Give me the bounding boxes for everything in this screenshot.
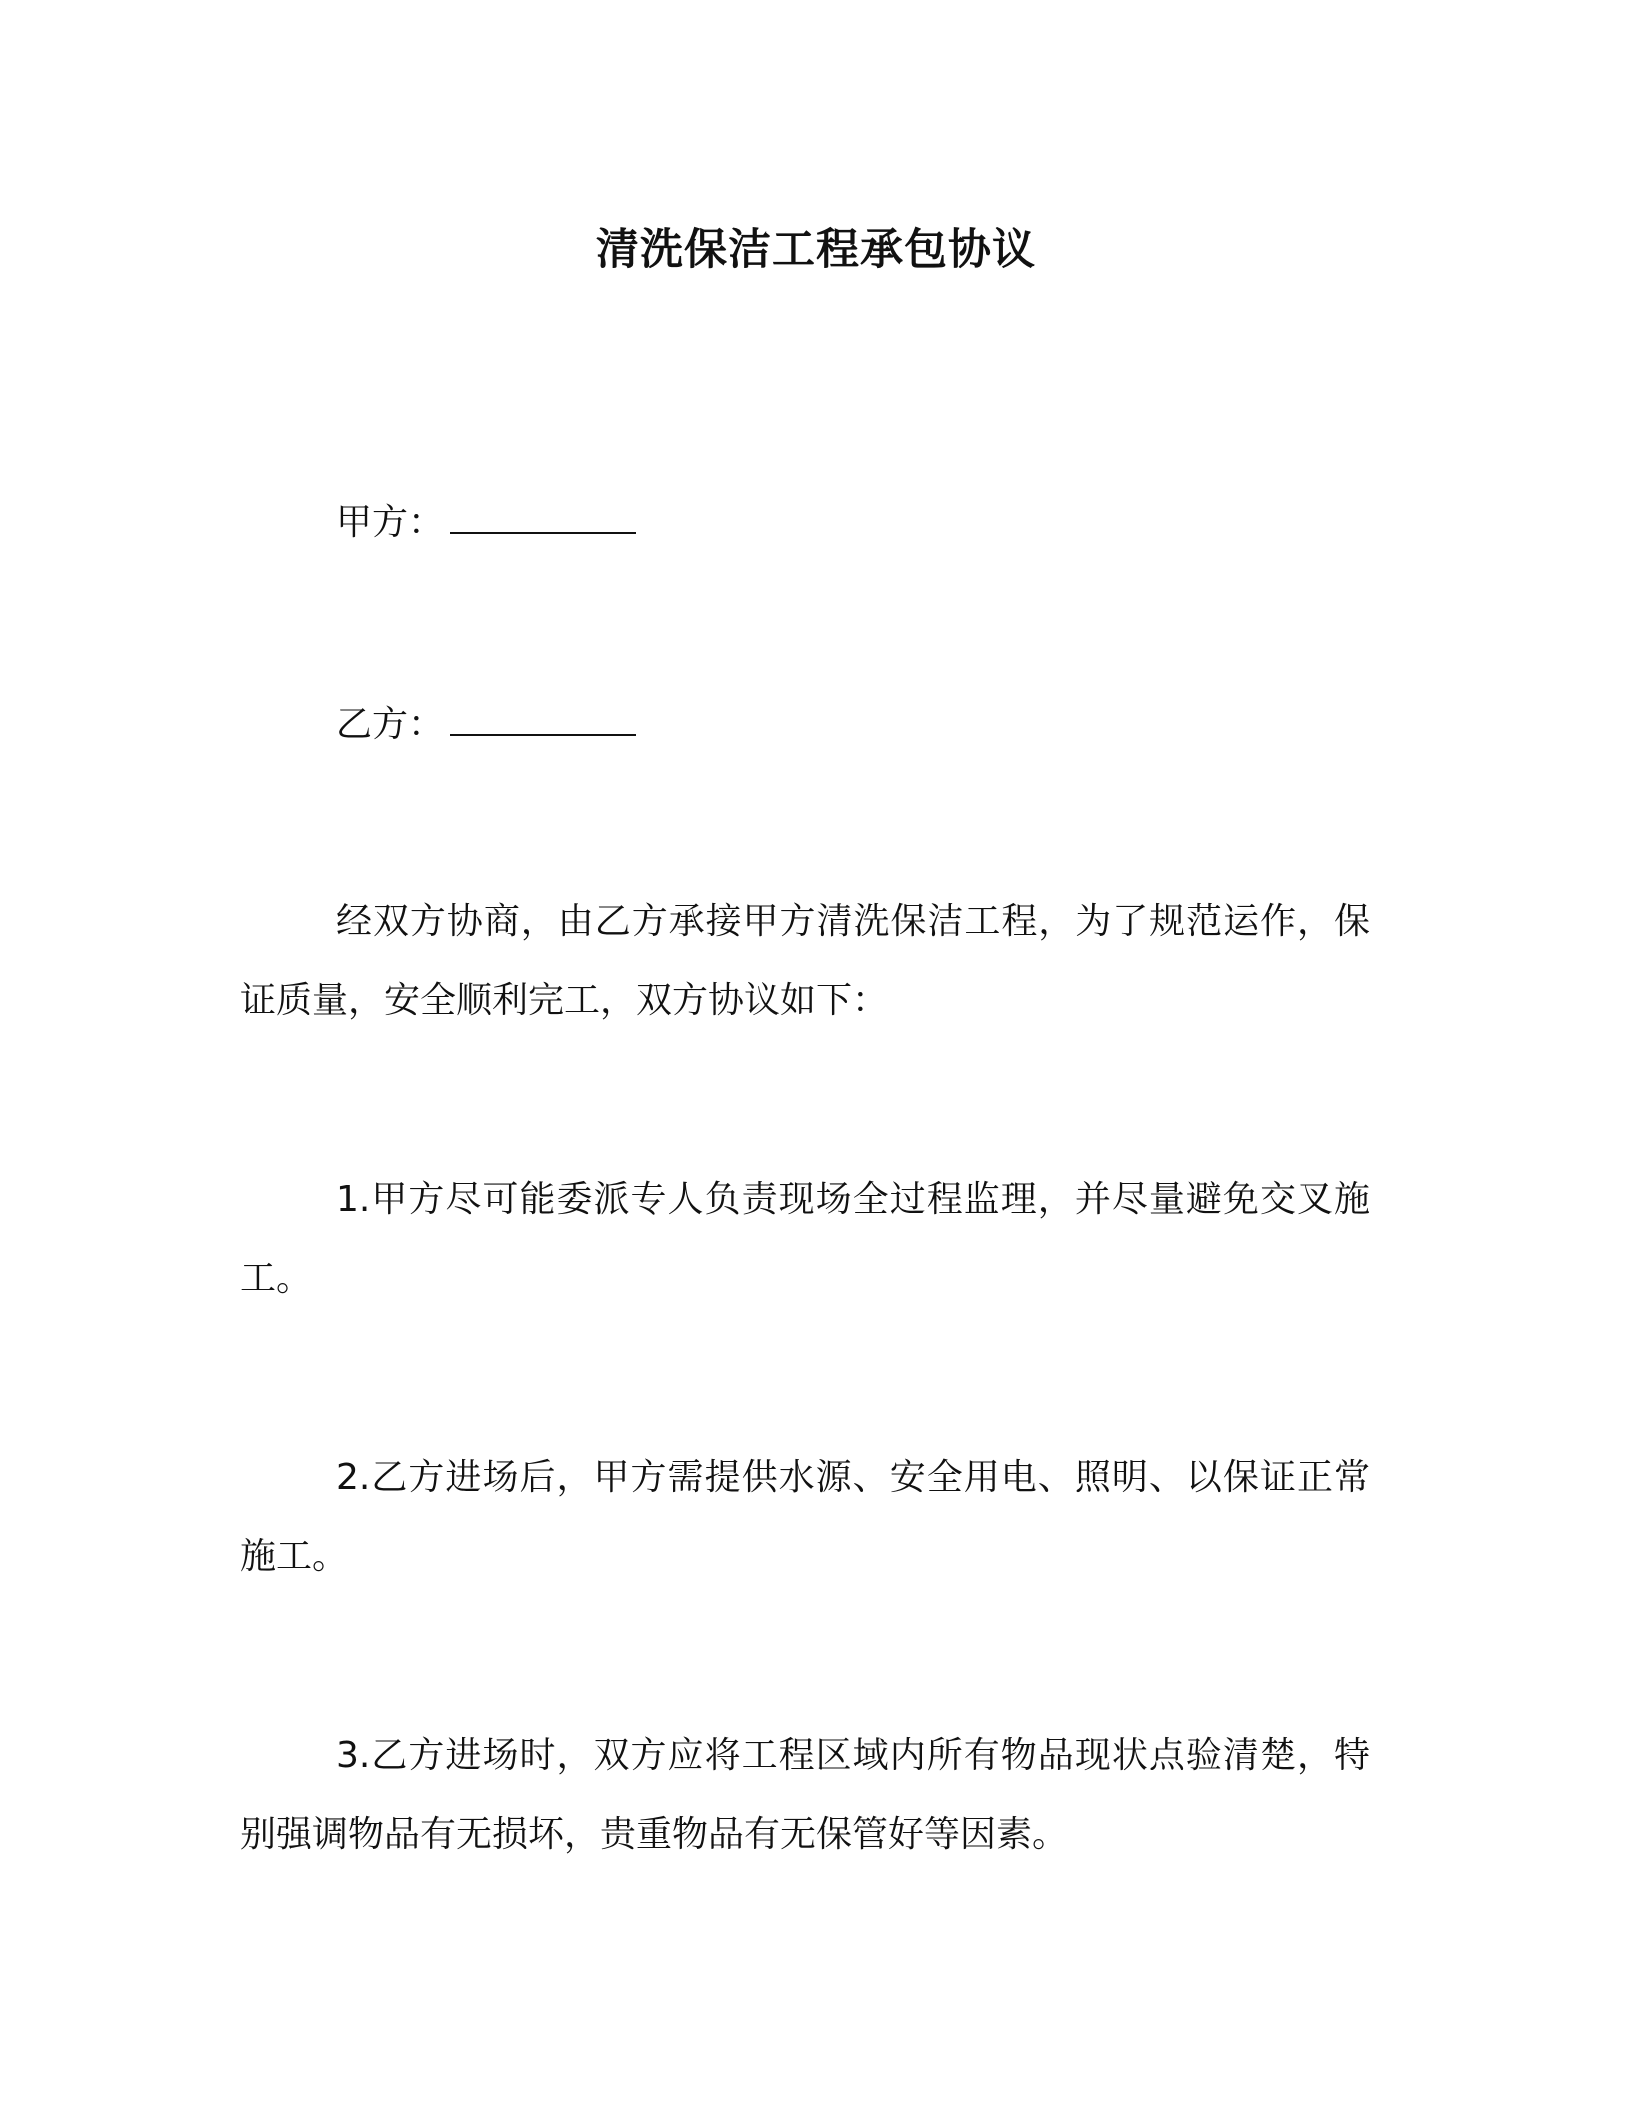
clause-1: 1.甲方尽可能委派专人负责现场全过程监理，并尽量避免交叉施工。	[240, 1179, 1370, 1299]
intro-paragraph: 经双方协商，由乙方承接甲方清洗保洁工程，为了规范运作，保证质量，安全顺利完工，双方协议如下：	[240, 901, 1370, 1021]
party-a-blank	[450, 496, 636, 534]
document-title: 清洗保洁工程承包协议	[596, 225, 1036, 275]
party-a-label: 甲方：	[336, 502, 445, 543]
clause-2: 2.乙方进场后，甲方需提供水源、安全用电、照明、以保证正常施工。	[240, 1457, 1370, 1577]
party-b-label: 乙方：	[336, 704, 445, 745]
party-b-blank	[450, 698, 636, 736]
party-a-line	[336, 496, 636, 547]
clause-3: 3.乙方进场时，双方应将工程区域内所有物品现状点验清楚，特别强调物品有无损坏，贵重物品有无保管好等因素。	[240, 1735, 1370, 1855]
party-b-line	[336, 698, 636, 749]
